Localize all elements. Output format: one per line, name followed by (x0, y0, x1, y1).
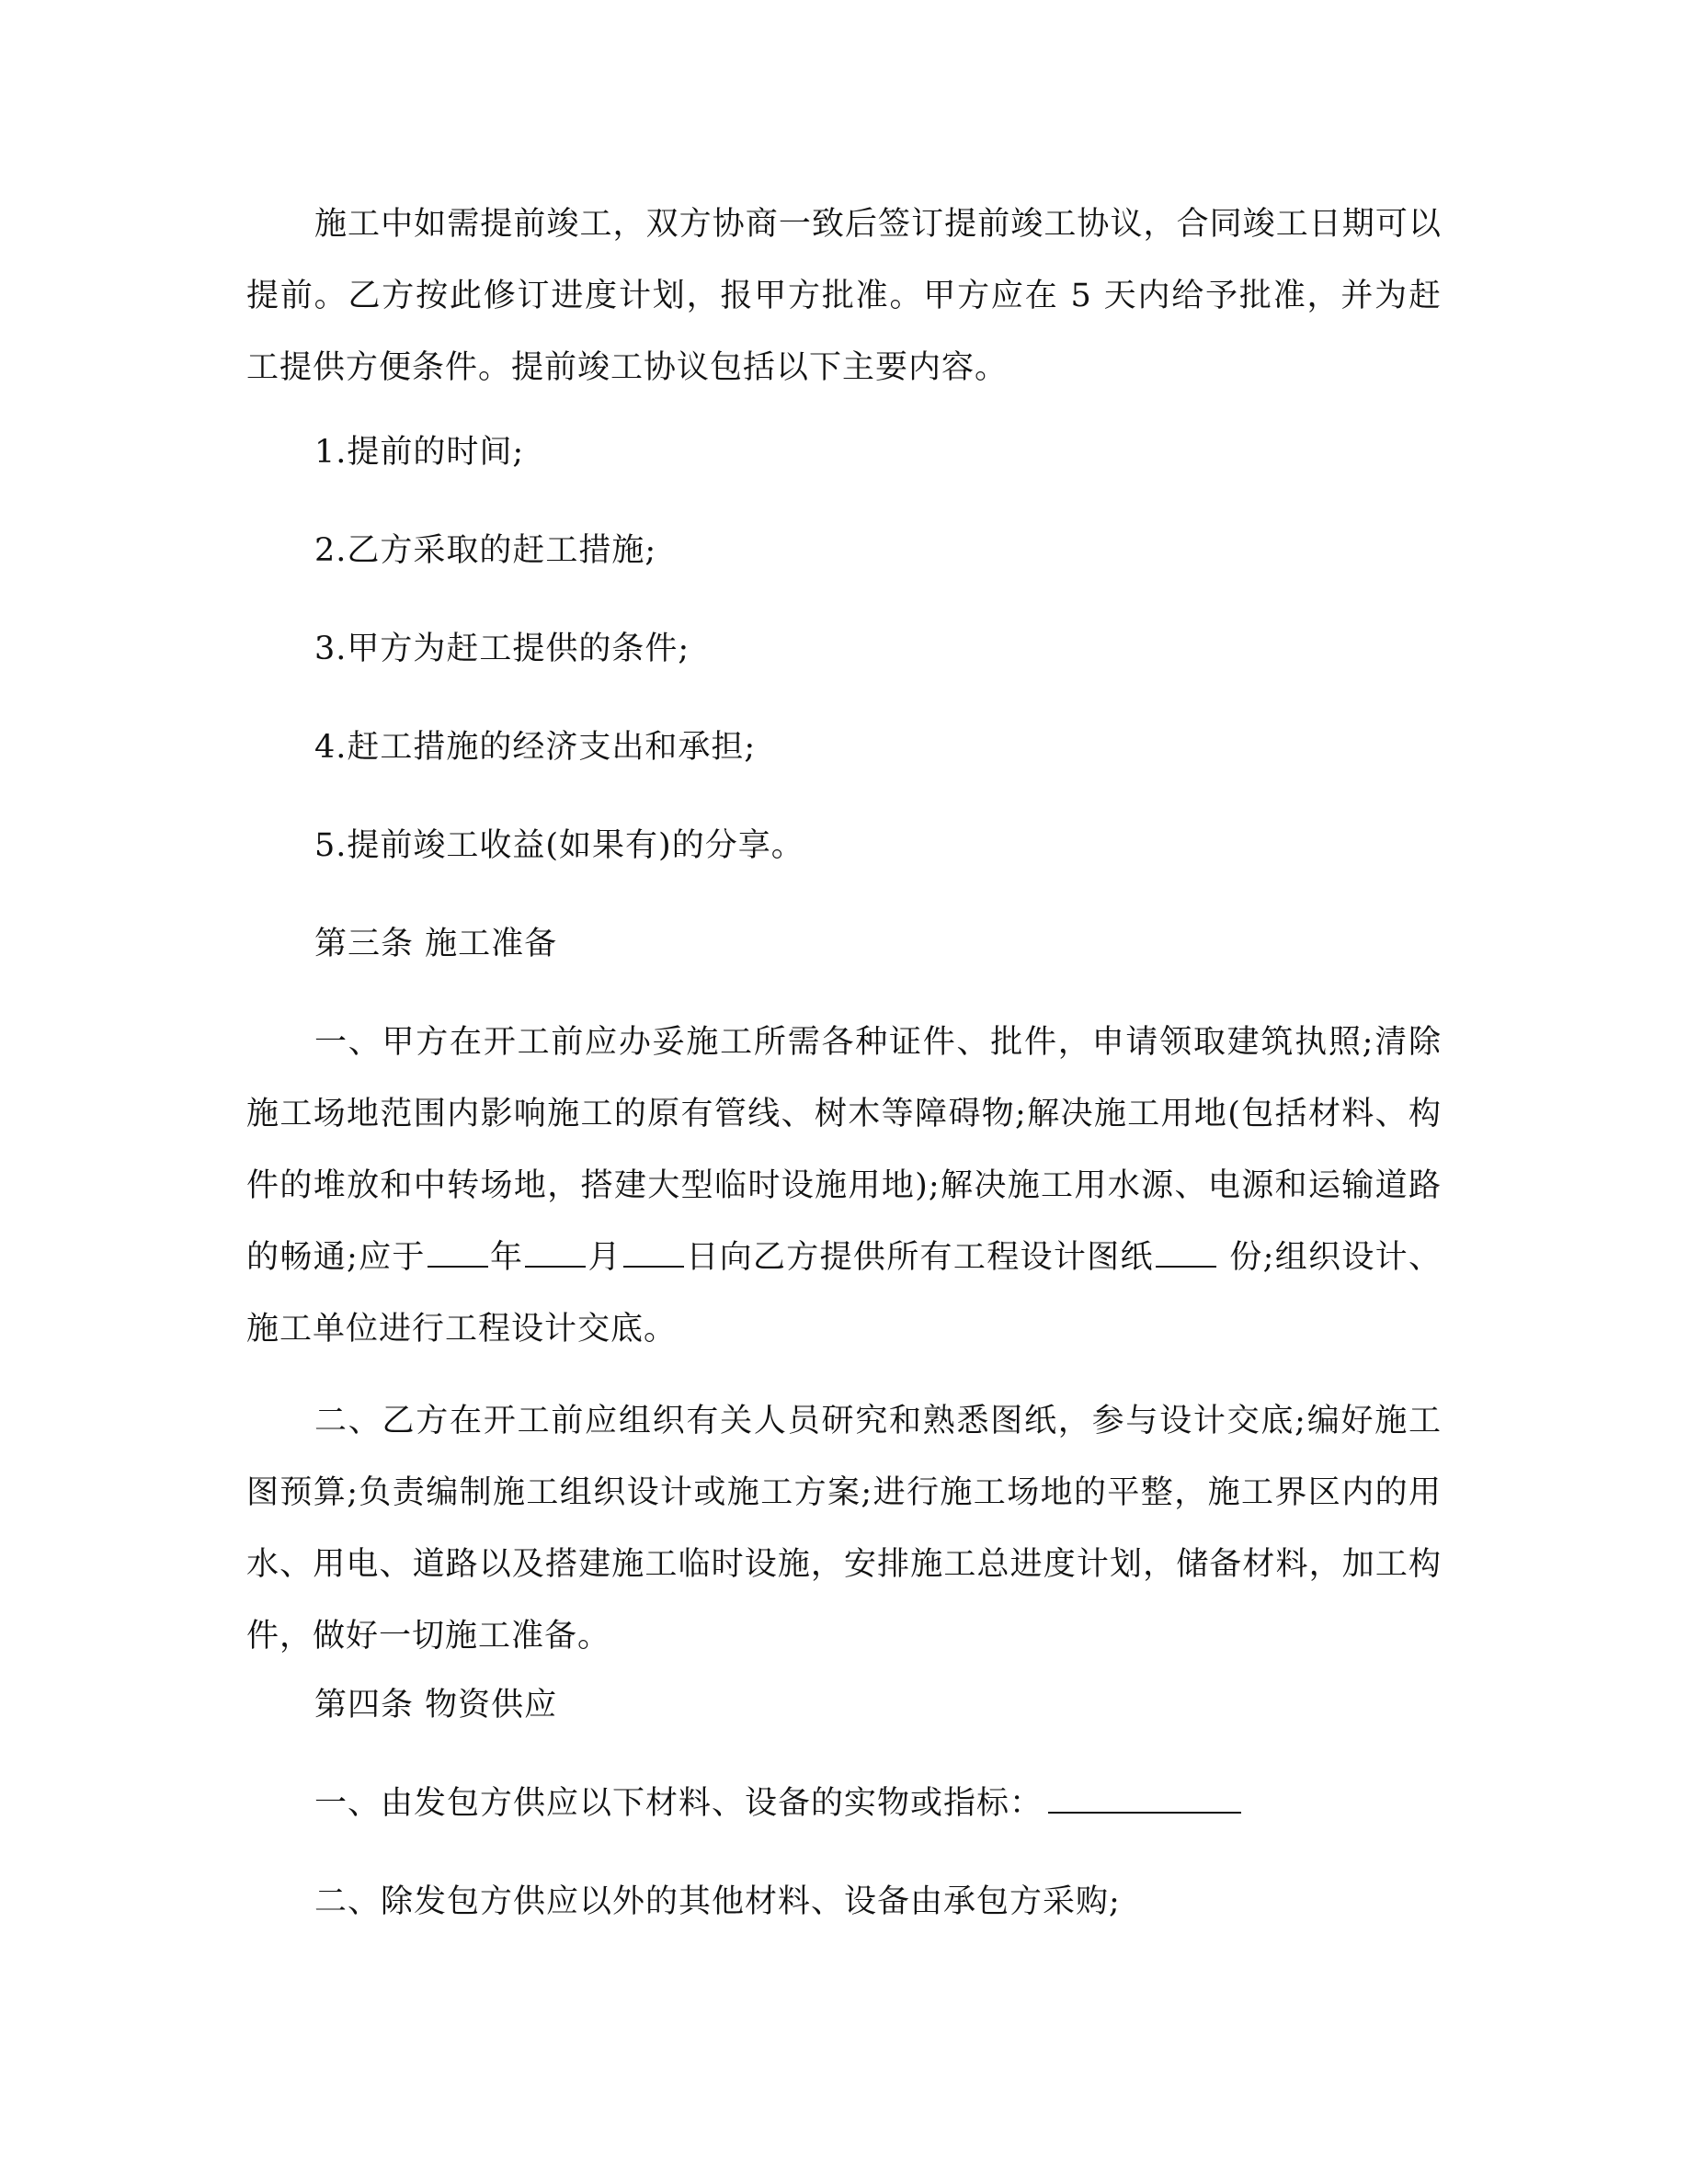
month-label: 月 (587, 1239, 622, 1276)
month-blank[interactable] (525, 1238, 586, 1268)
article-heading-material-supply: 第四条 物资供应 (314, 1687, 558, 1723)
drawings-text: 日向乙方提供所有工程设计图纸 (686, 1239, 1154, 1276)
day-blank[interactable] (623, 1238, 684, 1268)
year-blank[interactable] (428, 1238, 488, 1268)
paragraph-owner-supply (246, 1768, 1442, 1839)
owner-supply-text: 一、由发包方供应以下材料、设备的实物或指标： (314, 1785, 1044, 1822)
owner-preparation-end-text: 份;组织设计、施工单位进行工程设计交底。 (246, 1239, 1442, 1348)
article-heading-construction-preparation: 第三条 施工准备 (314, 926, 558, 962)
copies-blank[interactable] (1156, 1238, 1216, 1268)
list-item-owner-conditions: 3.甲方为赶工提供的条件; (314, 631, 690, 667)
owner-preparation-text: 一、甲方在开工前应办妥施工所需各种证件、批件，申请领取建筑执照;清除施工场地范围内影响施工的原有管线、树木等障碍物;解决施工用地(包括材料、构件的堆放和中转场地，搭建大型临时设施用地);解决施工用水源、电源和运输道路的畅通;应于 (246, 1024, 1442, 1276)
paragraph-owner-preparation (246, 1007, 1442, 1365)
paragraph-early-completion: 施工中如需提前竣工，双方协商一致后签订提前竣工协议，合同竣工日期可以提前。乙方按此修订进度计划，报甲方批准。甲方应在 5 天内给予批准，并为赶工提供方便条件。提前竣工协议包括以下主要内容。 (246, 206, 1442, 386)
paragraph-contractor-supply: 二、除发包方供应以外的其他材料、设备由承包方采购; (314, 1883, 1121, 1920)
materials-blank[interactable] (1048, 1784, 1241, 1814)
list-item-advance-time: 1.提前的时间; (314, 434, 525, 471)
list-item-cost-bearing: 4.赶工措施的经济支出和承担; (314, 729, 757, 766)
paragraph-contractor-preparation: 二、乙方在开工前应组织有关人员研究和熟悉图纸，参与设计交底;编好施工图预算;负责编制施工组织设计或施工方案;进行施工场地的平整，施工界区内的用水、用电、道路以及搭建施工临时设施，安排施工总进度计划，储备材料，加工构件，做好一切施工准备。 (246, 1403, 1442, 1655)
year-label: 年 (489, 1239, 524, 1276)
list-item-benefit-sharing: 5.提前竣工收益(如果有)的分享。 (314, 827, 804, 864)
list-item-rush-measures: 2.乙方采取的赶工措施; (314, 532, 657, 569)
